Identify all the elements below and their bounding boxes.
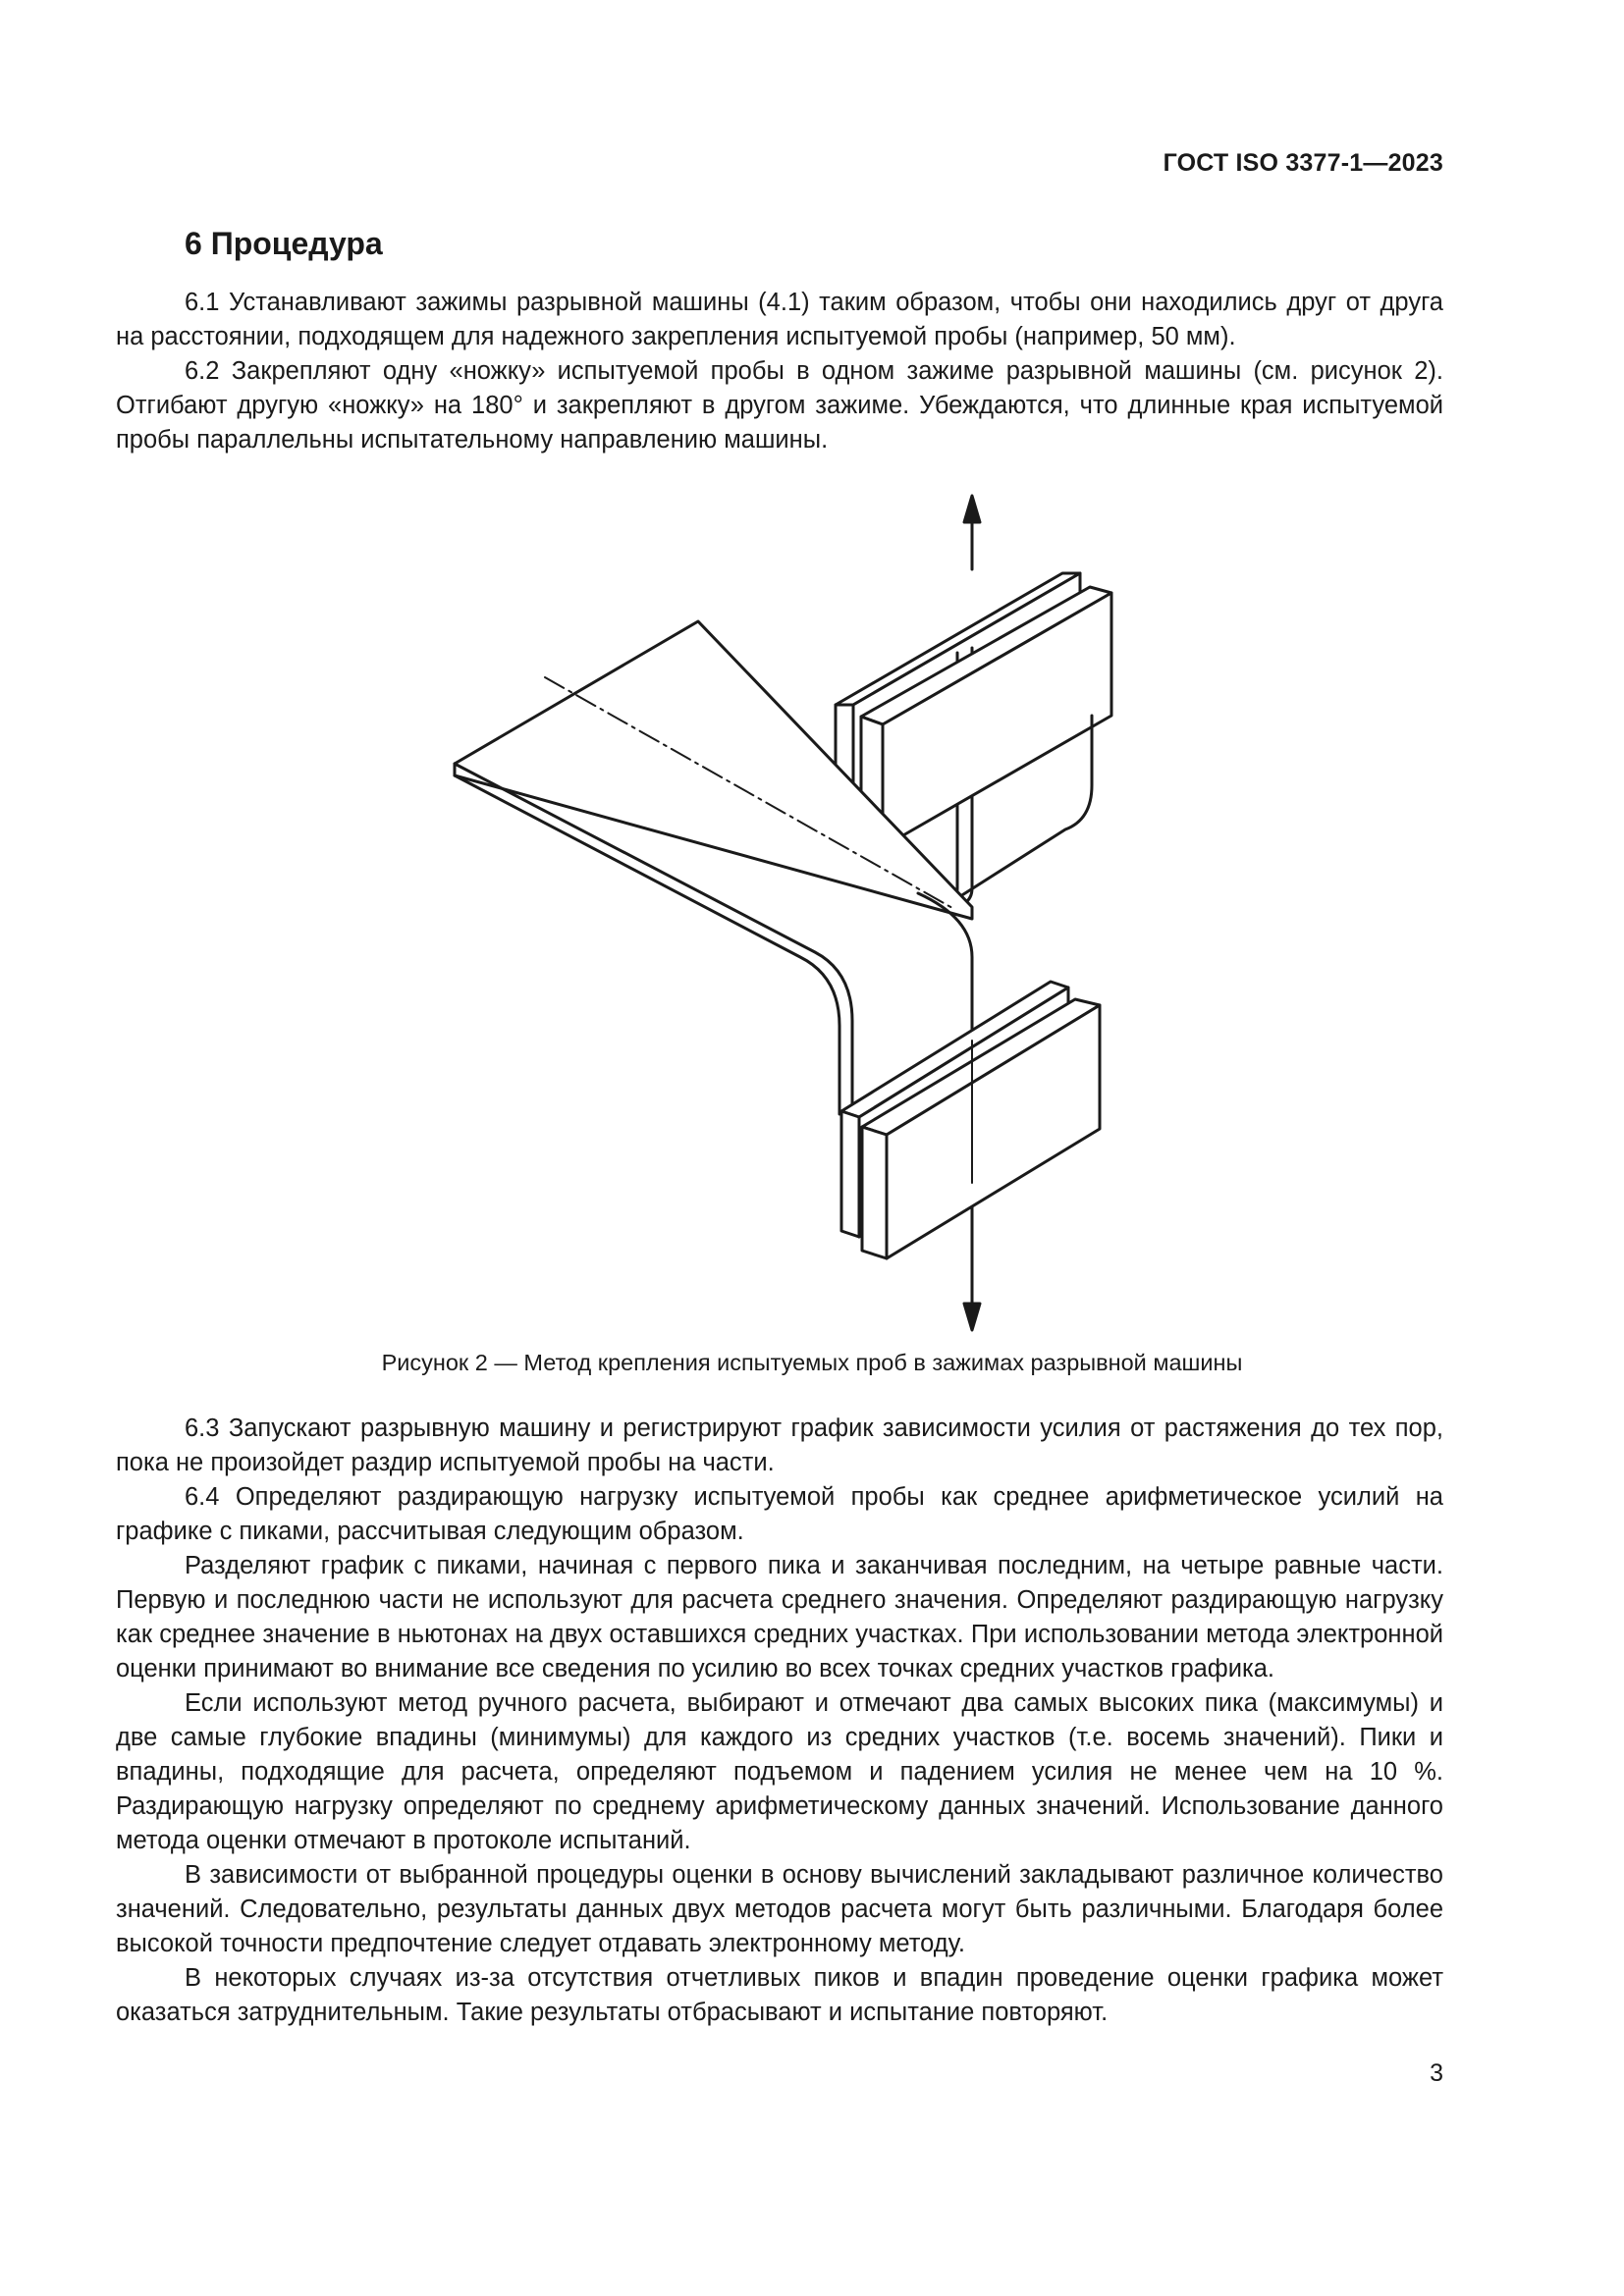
paragraph-difficult-cases: В некоторых случаях из-за отсутствия отчетливых пиков и впадин проведение оценки графика может оказаться затруднительным. Такие результаты отбрасывают и испытание повторяют. <box>116 1964 1443 2026</box>
document-header: ГОСТ ISO 3377-1—2023 <box>1163 149 1443 177</box>
figure-2-clamping-diagram <box>432 486 1139 1340</box>
paragraph-peak-division: Разделяют график с пиками, начиная с первого пика и заканчивая последним, на четыре равные части. Первую и последнюю части не используют для расчета среднего значения. Определяют раздирающую нагрузку как среднее значение в ньютонах на двух оставшихся средних участках. При использовании метода электронной оценки принимают во внимание все сведения по усилию во всех точках средних участков графика. <box>116 1552 1443 1682</box>
paragraph-6-4: 6.4 Определяют раздирающую нагрузку испытуемой пробы как среднее арифметическое усилий на графике с пиками, рассчитывая следующим образом. <box>116 1483 1443 1545</box>
text-block-top <box>116 286 1443 457</box>
text-block-bottom <box>116 1412 1443 2030</box>
paragraph-manual-method: Если используют метод ручного расчета, выбирают и отмечают два самых высоких пика (максимумы) и две самые глубокие впадины (минимумы) для каждого из средних участков (т.е. восемь значений). Пики и впадины, подходящие для расчета, определяют подъемом и падением усилия не менее чем на 10 %. Раздирающую нагрузку определяют по среднему арифметическому данных значений. Использование данного метода оценки отмечают в протоколе испытаний. <box>116 1689 1443 1854</box>
figure-caption: Рисунок 2 — Метод крепления испытуемых проб в зажимах разрывной машины <box>381 1350 1243 1375</box>
paragraph-6-2: 6.2 Закрепляют одну «ножку» испытуемой пробы в одном зажиме разрывной машины (см. рисунок 2). Отгибают другую «ножку» на 180° и закрепляют в другом зажиме. Убеждаются, что длинные края испытуемой пробы параллельны испытательному направлению машины. <box>116 357 1443 454</box>
paragraph-6-1: 6.1 Устанавливают зажимы разрывной машины (4.1) таким образом, чтобы они находились друг от друга на расстоянии, подходящем для надежного закрепления испытуемой пробы (например, 50 мм). <box>116 289 1443 350</box>
lower-arrowhead <box>964 1304 980 1330</box>
clamping-diagram-svg <box>432 486 1139 1340</box>
paragraph-method-difference: В зависимости от выбранной процедуры оценки в основу вычислений закладывают различное количество значений. Следовательно, результаты данных двух методов расчета могут быть различными. Благодаря более высокой точности предпочтение следует отдавать электронному методу. <box>116 1861 1443 1957</box>
page-number: 3 <box>1430 2059 1443 2087</box>
paragraph-6-3: 6.3 Запускают разрывную машину и регистрируют график зависимости усилия от растяжения до тех пор, пока не произойдет раздир испытуемой пробы на части. <box>116 1415 1443 1476</box>
section-title: 6 Процедура <box>185 226 383 261</box>
upper-arrowhead <box>964 496 980 522</box>
